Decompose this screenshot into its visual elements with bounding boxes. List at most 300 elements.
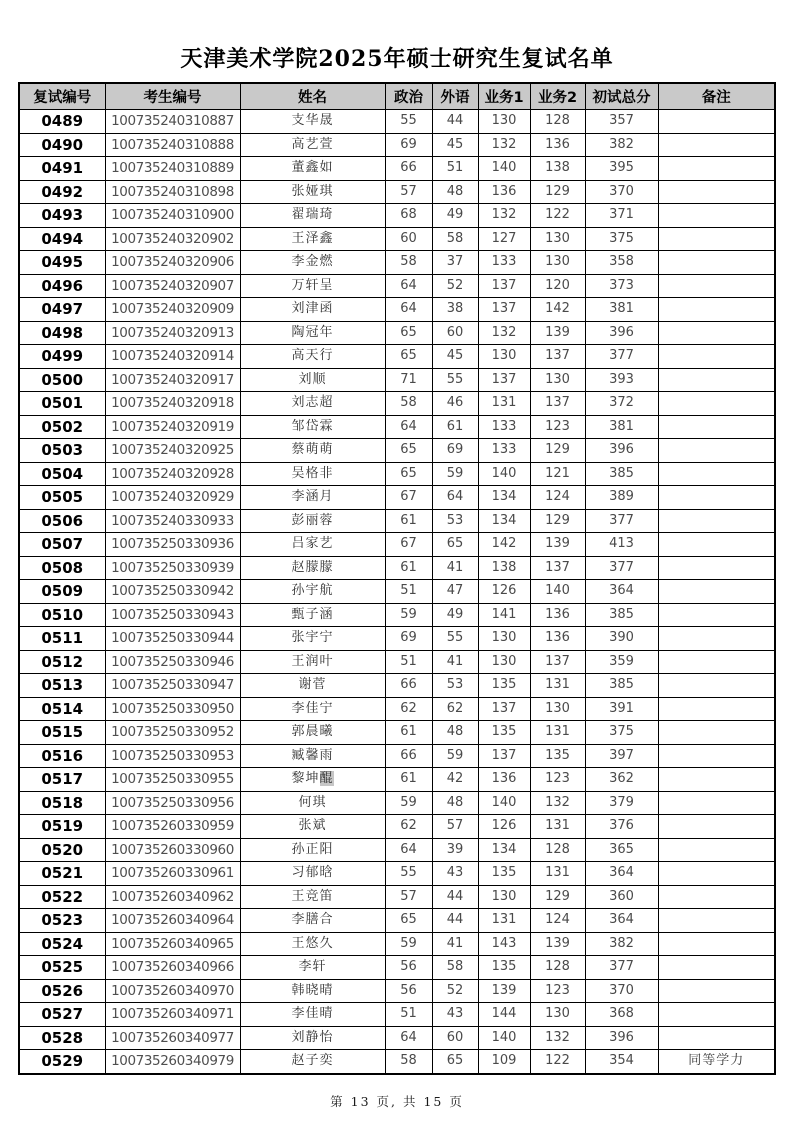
cell-foreign-language: 58 bbox=[432, 227, 478, 251]
cell-name: 李佳宁 bbox=[240, 697, 385, 721]
cell-name: 蔡萌萌 bbox=[240, 439, 385, 463]
cell-major1: 130 bbox=[478, 627, 530, 651]
cell-remark bbox=[658, 133, 775, 157]
cell-major1: 132 bbox=[478, 133, 530, 157]
cell-candidate-id: 100735240310888 bbox=[105, 133, 240, 157]
table-row bbox=[19, 768, 775, 792]
cell-total-score: 375 bbox=[585, 227, 658, 251]
cell-candidate-id: 100735240310887 bbox=[105, 110, 240, 134]
cell-major1: 130 bbox=[478, 345, 530, 369]
cell-remark bbox=[658, 956, 775, 980]
cell-name: 刘津函 bbox=[240, 298, 385, 322]
cell-foreign-language: 49 bbox=[432, 204, 478, 228]
cell-remark bbox=[658, 932, 775, 956]
cell-foreign-language: 62 bbox=[432, 697, 478, 721]
cell-major1: 137 bbox=[478, 368, 530, 392]
cell-foreign-language: 44 bbox=[432, 909, 478, 933]
cell-candidate-id: 100735250330953 bbox=[105, 744, 240, 768]
cell-foreign-language: 42 bbox=[432, 768, 478, 792]
cell-total-score: 360 bbox=[585, 885, 658, 909]
highlighted-character: 醌 bbox=[319, 771, 334, 786]
cell-candidate-id: 100735240320902 bbox=[105, 227, 240, 251]
cell-name: 翟瑞琦 bbox=[240, 204, 385, 228]
cell-politics: 71 bbox=[385, 368, 432, 392]
table-row bbox=[19, 274, 775, 298]
cell-major2: 122 bbox=[530, 1050, 585, 1074]
cell-candidate-id: 100735260340962 bbox=[105, 885, 240, 909]
cell-exam-id: 0506 bbox=[19, 509, 105, 533]
cell-total-score: 395 bbox=[585, 157, 658, 181]
cell-candidate-id: 100735260340977 bbox=[105, 1026, 240, 1050]
cell-total-score: 377 bbox=[585, 556, 658, 580]
cell-total-score: 385 bbox=[585, 462, 658, 486]
cell-politics: 64 bbox=[385, 838, 432, 862]
cell-name: 王竞笛 bbox=[240, 885, 385, 909]
cell-remark bbox=[658, 509, 775, 533]
cell-major2: 130 bbox=[530, 1003, 585, 1027]
cell-major1: 130 bbox=[478, 110, 530, 134]
cell-exam-id: 0503 bbox=[19, 439, 105, 463]
table-header bbox=[19, 83, 775, 110]
cell-major1: 132 bbox=[478, 321, 530, 345]
cell-name: 吴格非 bbox=[240, 462, 385, 486]
cell-remark bbox=[658, 345, 775, 369]
cell-name: 臧馨雨 bbox=[240, 744, 385, 768]
cell-foreign-language: 38 bbox=[432, 298, 478, 322]
cell-politics: 59 bbox=[385, 791, 432, 815]
cell-exam-id: 0523 bbox=[19, 909, 105, 933]
cell-major1: 141 bbox=[478, 603, 530, 627]
cell-major2: 123 bbox=[530, 415, 585, 439]
cell-politics: 68 bbox=[385, 204, 432, 228]
cell-total-score: 413 bbox=[585, 533, 658, 557]
cell-name: 李轩 bbox=[240, 956, 385, 980]
cell-foreign-language: 53 bbox=[432, 674, 478, 698]
cell-foreign-language: 45 bbox=[432, 133, 478, 157]
cell-candidate-id: 100735250330943 bbox=[105, 603, 240, 627]
cell-remark bbox=[658, 580, 775, 604]
header-cell-foreign-language: 外语 bbox=[432, 83, 478, 110]
cell-exam-id: 0510 bbox=[19, 603, 105, 627]
cell-name: 黎坤醌 bbox=[240, 768, 385, 792]
cell-major1: 136 bbox=[478, 768, 530, 792]
cell-major2: 137 bbox=[530, 392, 585, 416]
cell-major2: 137 bbox=[530, 556, 585, 580]
cell-politics: 65 bbox=[385, 439, 432, 463]
cell-major2: 129 bbox=[530, 180, 585, 204]
cell-name: 万轩呈 bbox=[240, 274, 385, 298]
cell-major2: 130 bbox=[530, 368, 585, 392]
cell-foreign-language: 43 bbox=[432, 862, 478, 886]
cell-foreign-language: 41 bbox=[432, 556, 478, 580]
cell-politics: 57 bbox=[385, 180, 432, 204]
cell-total-score: 362 bbox=[585, 768, 658, 792]
cell-name: 张宇宁 bbox=[240, 627, 385, 651]
cell-remark bbox=[658, 533, 775, 557]
cell-politics: 58 bbox=[385, 1050, 432, 1074]
cell-exam-id: 0505 bbox=[19, 486, 105, 510]
cell-name: 韩晓晴 bbox=[240, 979, 385, 1003]
header-cell-exam-id: 复试编号 bbox=[19, 83, 105, 110]
cell-total-score: 376 bbox=[585, 815, 658, 839]
cell-major2: 129 bbox=[530, 439, 585, 463]
cell-total-score: 377 bbox=[585, 956, 658, 980]
cell-name: 张斌 bbox=[240, 815, 385, 839]
cell-total-score: 389 bbox=[585, 486, 658, 510]
cell-remark bbox=[658, 721, 775, 745]
cell-foreign-language: 55 bbox=[432, 368, 478, 392]
cell-total-score: 365 bbox=[585, 838, 658, 862]
cell-politics: 61 bbox=[385, 768, 432, 792]
cell-foreign-language: 64 bbox=[432, 486, 478, 510]
cell-total-score: 371 bbox=[585, 204, 658, 228]
cell-remark bbox=[658, 110, 775, 134]
cell-remark bbox=[658, 1003, 775, 1027]
cell-politics: 64 bbox=[385, 1026, 432, 1050]
cell-remark bbox=[658, 744, 775, 768]
table-row bbox=[19, 650, 775, 674]
cell-total-score: 357 bbox=[585, 110, 658, 134]
cell-total-score: 377 bbox=[585, 509, 658, 533]
cell-exam-id: 0499 bbox=[19, 345, 105, 369]
cell-total-score: 379 bbox=[585, 791, 658, 815]
cell-candidate-id: 100735250330946 bbox=[105, 650, 240, 674]
cell-foreign-language: 37 bbox=[432, 251, 478, 275]
cell-name: 李涵月 bbox=[240, 486, 385, 510]
cell-exam-id: 0494 bbox=[19, 227, 105, 251]
cell-candidate-id: 100735240320914 bbox=[105, 345, 240, 369]
cell-candidate-id: 100735240320907 bbox=[105, 274, 240, 298]
cell-politics: 61 bbox=[385, 721, 432, 745]
cell-name: 高艺萱 bbox=[240, 133, 385, 157]
cell-exam-id: 0528 bbox=[19, 1026, 105, 1050]
cell-politics: 56 bbox=[385, 956, 432, 980]
cell-total-score: 372 bbox=[585, 392, 658, 416]
cell-remark bbox=[658, 556, 775, 580]
table-row bbox=[19, 180, 775, 204]
cell-candidate-id: 100735240320929 bbox=[105, 486, 240, 510]
cell-foreign-language: 47 bbox=[432, 580, 478, 604]
cell-exam-id: 0518 bbox=[19, 791, 105, 815]
cell-major1: 133 bbox=[478, 251, 530, 275]
cell-major1: 132 bbox=[478, 204, 530, 228]
cell-total-score: 385 bbox=[585, 603, 658, 627]
cell-remark bbox=[658, 627, 775, 651]
header-cell-candidate-id: 考生编号 bbox=[105, 83, 240, 110]
page-footer: 第 13 页, 共 15 页 bbox=[330, 1093, 464, 1109]
cell-politics: 61 bbox=[385, 556, 432, 580]
cell-remark bbox=[658, 462, 775, 486]
cell-foreign-language: 45 bbox=[432, 345, 478, 369]
cell-name: 刘静怡 bbox=[240, 1026, 385, 1050]
cell-remark bbox=[658, 838, 775, 862]
cell-candidate-id: 100735250330947 bbox=[105, 674, 240, 698]
cell-name: 习郁晗 bbox=[240, 862, 385, 886]
cell-name: 郭晨曦 bbox=[240, 721, 385, 745]
cell-major1: 137 bbox=[478, 697, 530, 721]
cell-candidate-id: 100735240320925 bbox=[105, 439, 240, 463]
cell-name: 张娅琪 bbox=[240, 180, 385, 204]
cell-exam-id: 0508 bbox=[19, 556, 105, 580]
cell-politics: 65 bbox=[385, 345, 432, 369]
cell-remark bbox=[658, 1026, 775, 1050]
cell-total-score: 364 bbox=[585, 909, 658, 933]
header-cell-major1: 业务1 bbox=[478, 83, 530, 110]
cell-total-score: 385 bbox=[585, 674, 658, 698]
cell-major1: 137 bbox=[478, 744, 530, 768]
cell-major2: 131 bbox=[530, 674, 585, 698]
cell-politics: 59 bbox=[385, 932, 432, 956]
cell-total-score: 358 bbox=[585, 251, 658, 275]
table-row bbox=[19, 580, 775, 604]
cell-politics: 59 bbox=[385, 603, 432, 627]
cell-remark bbox=[658, 979, 775, 1003]
cell-major2: 140 bbox=[530, 580, 585, 604]
cell-remark bbox=[658, 650, 775, 674]
table-row bbox=[19, 509, 775, 533]
cell-foreign-language: 44 bbox=[432, 885, 478, 909]
cell-name: 高天行 bbox=[240, 345, 385, 369]
table-row bbox=[19, 979, 775, 1003]
cell-name: 董鑫如 bbox=[240, 157, 385, 181]
cell-politics: 65 bbox=[385, 909, 432, 933]
cell-foreign-language: 55 bbox=[432, 627, 478, 651]
table-row bbox=[19, 204, 775, 228]
cell-major2: 124 bbox=[530, 909, 585, 933]
cell-major2: 128 bbox=[530, 838, 585, 862]
cell-exam-id: 0497 bbox=[19, 298, 105, 322]
table-body bbox=[19, 110, 775, 1074]
cell-foreign-language: 43 bbox=[432, 1003, 478, 1027]
cell-candidate-id: 100735240320918 bbox=[105, 392, 240, 416]
cell-major1: 135 bbox=[478, 721, 530, 745]
cell-major2: 123 bbox=[530, 768, 585, 792]
cell-remark bbox=[658, 251, 775, 275]
cell-major1: 140 bbox=[478, 1026, 530, 1050]
cell-remark bbox=[658, 227, 775, 251]
cell-remark bbox=[658, 321, 775, 345]
table-row bbox=[19, 345, 775, 369]
table-row bbox=[19, 321, 775, 345]
table-row bbox=[19, 603, 775, 627]
cell-exam-id: 0498 bbox=[19, 321, 105, 345]
cell-politics: 67 bbox=[385, 486, 432, 510]
cell-candidate-id: 100735250330950 bbox=[105, 697, 240, 721]
cell-exam-id: 0507 bbox=[19, 533, 105, 557]
cell-remark bbox=[658, 815, 775, 839]
cell-exam-id: 0496 bbox=[19, 274, 105, 298]
cell-foreign-language: 44 bbox=[432, 110, 478, 134]
cell-major2: 142 bbox=[530, 298, 585, 322]
cell-foreign-language: 48 bbox=[432, 791, 478, 815]
cell-exam-id: 0495 bbox=[19, 251, 105, 275]
cell-major2: 130 bbox=[530, 697, 585, 721]
cell-politics: 67 bbox=[385, 533, 432, 557]
header-cell-total-score: 初试总分 bbox=[585, 83, 658, 110]
cell-candidate-id: 100735250330939 bbox=[105, 556, 240, 580]
table-row bbox=[19, 1026, 775, 1050]
cell-exam-id: 0529 bbox=[19, 1050, 105, 1074]
cell-name: 王润叶 bbox=[240, 650, 385, 674]
cell-exam-id: 0504 bbox=[19, 462, 105, 486]
cell-major2: 131 bbox=[530, 721, 585, 745]
cell-candidate-id: 100735240320917 bbox=[105, 368, 240, 392]
cell-exam-id: 0489 bbox=[19, 110, 105, 134]
cell-total-score: 391 bbox=[585, 697, 658, 721]
cell-major2: 131 bbox=[530, 815, 585, 839]
cell-foreign-language: 60 bbox=[432, 321, 478, 345]
cell-total-score: 381 bbox=[585, 415, 658, 439]
cell-politics: 69 bbox=[385, 627, 432, 651]
cell-name: 陶冠年 bbox=[240, 321, 385, 345]
cell-exam-id: 0515 bbox=[19, 721, 105, 745]
cell-total-score: 396 bbox=[585, 321, 658, 345]
cell-foreign-language: 48 bbox=[432, 180, 478, 204]
cell-major1: 134 bbox=[478, 509, 530, 533]
cell-foreign-language: 41 bbox=[432, 650, 478, 674]
header-cell-name: 姓名 bbox=[240, 83, 385, 110]
cell-politics: 62 bbox=[385, 815, 432, 839]
cell-major2: 122 bbox=[530, 204, 585, 228]
cell-exam-id: 0522 bbox=[19, 885, 105, 909]
cell-total-score: 370 bbox=[585, 180, 658, 204]
cell-remark bbox=[658, 486, 775, 510]
cell-major1: 135 bbox=[478, 674, 530, 698]
table-row bbox=[19, 674, 775, 698]
cell-politics: 65 bbox=[385, 321, 432, 345]
cell-candidate-id: 100735250330956 bbox=[105, 791, 240, 815]
table-row bbox=[19, 744, 775, 768]
cell-foreign-language: 52 bbox=[432, 979, 478, 1003]
table-row bbox=[19, 791, 775, 815]
cell-exam-id: 0524 bbox=[19, 932, 105, 956]
cell-major2: 136 bbox=[530, 627, 585, 651]
cell-name: 赵朦朦 bbox=[240, 556, 385, 580]
cell-foreign-language: 69 bbox=[432, 439, 478, 463]
cell-politics: 61 bbox=[385, 509, 432, 533]
table-row bbox=[19, 862, 775, 886]
cell-remark bbox=[658, 603, 775, 627]
cell-major1: 127 bbox=[478, 227, 530, 251]
table-row bbox=[19, 838, 775, 862]
cell-name: 谢菅 bbox=[240, 674, 385, 698]
cell-politics: 55 bbox=[385, 110, 432, 134]
cell-exam-id: 0502 bbox=[19, 415, 105, 439]
cell-major1: 130 bbox=[478, 885, 530, 909]
cell-major1: 131 bbox=[478, 909, 530, 933]
cell-remark bbox=[658, 697, 775, 721]
table-row bbox=[19, 533, 775, 557]
cell-name: 支华晟 bbox=[240, 110, 385, 134]
cell-candidate-id: 100735240330933 bbox=[105, 509, 240, 533]
cell-major2: 138 bbox=[530, 157, 585, 181]
cell-exam-id: 0521 bbox=[19, 862, 105, 886]
cell-candidate-id: 100735260340965 bbox=[105, 932, 240, 956]
cell-candidate-id: 100735250330936 bbox=[105, 533, 240, 557]
cell-major2: 129 bbox=[530, 885, 585, 909]
table-row bbox=[19, 627, 775, 651]
header-cell-remark: 备注 bbox=[658, 83, 775, 110]
cell-exam-id: 0492 bbox=[19, 180, 105, 204]
cell-major2: 120 bbox=[530, 274, 585, 298]
cell-candidate-id: 100735240310898 bbox=[105, 180, 240, 204]
cell-candidate-id: 100735260340966 bbox=[105, 956, 240, 980]
cell-total-score: 364 bbox=[585, 580, 658, 604]
cell-politics: 51 bbox=[385, 580, 432, 604]
table-row bbox=[19, 133, 775, 157]
header-cell-politics: 政治 bbox=[385, 83, 432, 110]
table-row bbox=[19, 392, 775, 416]
cell-major2: 130 bbox=[530, 227, 585, 251]
cell-major1: 126 bbox=[478, 815, 530, 839]
cell-foreign-language: 58 bbox=[432, 956, 478, 980]
cell-candidate-id: 100735260340964 bbox=[105, 909, 240, 933]
cell-exam-id: 0514 bbox=[19, 697, 105, 721]
cell-foreign-language: 59 bbox=[432, 744, 478, 768]
cell-name: 王泽鑫 bbox=[240, 227, 385, 251]
cell-name: 吕家艺 bbox=[240, 533, 385, 557]
cell-candidate-id: 100735260330961 bbox=[105, 862, 240, 886]
cell-major1: 137 bbox=[478, 274, 530, 298]
cell-exam-id: 0527 bbox=[19, 1003, 105, 1027]
cell-total-score: 381 bbox=[585, 298, 658, 322]
cell-candidate-id: 100735240310889 bbox=[105, 157, 240, 181]
cell-name: 王悠久 bbox=[240, 932, 385, 956]
cell-total-score: 382 bbox=[585, 133, 658, 157]
cell-exam-id: 0516 bbox=[19, 744, 105, 768]
cell-politics: 55 bbox=[385, 862, 432, 886]
cell-remark bbox=[658, 298, 775, 322]
cell-remark bbox=[658, 415, 775, 439]
cell-exam-id: 0520 bbox=[19, 838, 105, 862]
page-title: 天津美术学院2025年硕士研究生复试名单 bbox=[180, 46, 614, 72]
cell-name: 甄子涵 bbox=[240, 603, 385, 627]
cell-major1: 131 bbox=[478, 392, 530, 416]
cell-politics: 64 bbox=[385, 274, 432, 298]
cell-total-score: 377 bbox=[585, 345, 658, 369]
cell-foreign-language: 59 bbox=[432, 462, 478, 486]
cell-candidate-id: 100735260340979 bbox=[105, 1050, 240, 1074]
cell-major2: 129 bbox=[530, 509, 585, 533]
cell-name: 何琪 bbox=[240, 791, 385, 815]
cell-exam-id: 0512 bbox=[19, 650, 105, 674]
table-row bbox=[19, 439, 775, 463]
cell-exam-id: 0526 bbox=[19, 979, 105, 1003]
cell-major1: 137 bbox=[478, 298, 530, 322]
cell-major2: 132 bbox=[530, 1026, 585, 1050]
cell-total-score: 359 bbox=[585, 650, 658, 674]
cell-name: 刘顺 bbox=[240, 368, 385, 392]
cell-name: 邹岱霖 bbox=[240, 415, 385, 439]
cell-major1: 138 bbox=[478, 556, 530, 580]
table-row bbox=[19, 721, 775, 745]
cell-major2: 135 bbox=[530, 744, 585, 768]
cell-foreign-language: 46 bbox=[432, 392, 478, 416]
roster-table bbox=[18, 82, 776, 1075]
cell-candidate-id: 100735260330959 bbox=[105, 815, 240, 839]
cell-exam-id: 0500 bbox=[19, 368, 105, 392]
cell-major1: 136 bbox=[478, 180, 530, 204]
cell-candidate-id: 100735250330952 bbox=[105, 721, 240, 745]
cell-candidate-id: 100735240320906 bbox=[105, 251, 240, 275]
cell-major2: 132 bbox=[530, 791, 585, 815]
table-row bbox=[19, 298, 775, 322]
cell-major1: 140 bbox=[478, 462, 530, 486]
cell-exam-id: 0493 bbox=[19, 204, 105, 228]
cell-foreign-language: 57 bbox=[432, 815, 478, 839]
cell-candidate-id: 100735240320919 bbox=[105, 415, 240, 439]
cell-name: 彭丽蓉 bbox=[240, 509, 385, 533]
